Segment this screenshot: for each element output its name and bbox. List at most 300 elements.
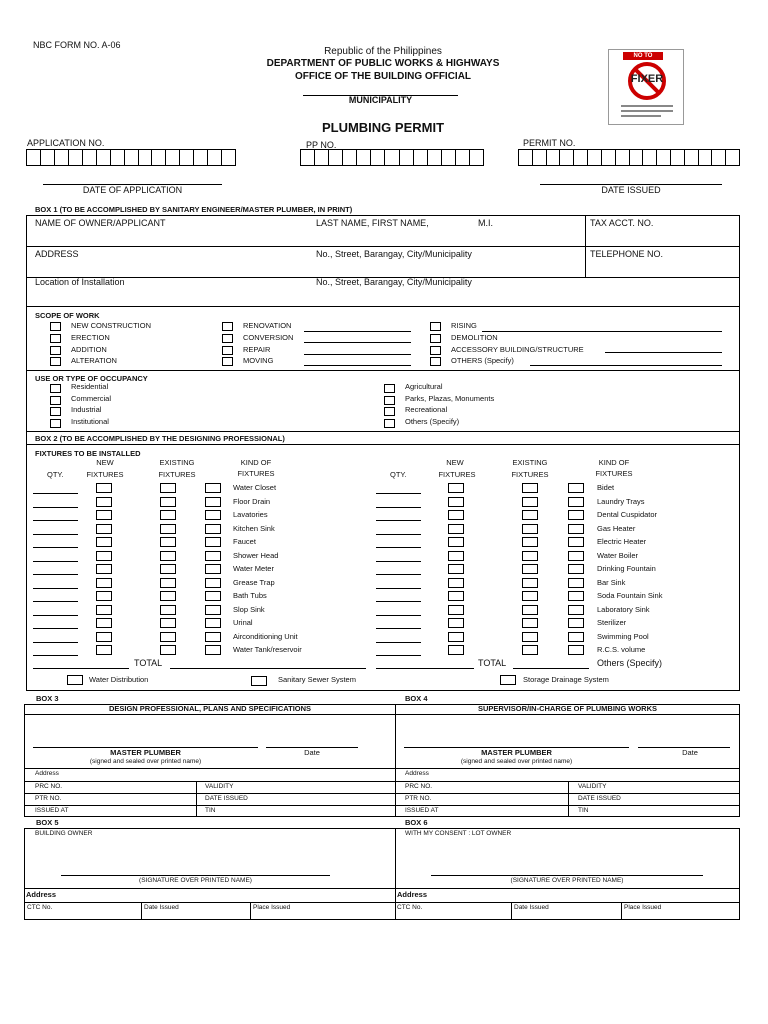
scope-heading: SCOPE OF WORK — [35, 311, 100, 320]
seal-fineprint — [621, 115, 661, 117]
box4-validity: VALIDITY — [578, 783, 607, 790]
new-fixture-checkbox[interactable] — [96, 591, 112, 601]
col-header-existing: EXISTING — [159, 458, 195, 467]
existing-fixture-checkbox[interactable] — [160, 618, 176, 628]
existing-fixture-checkbox[interactable] — [522, 524, 538, 534]
new-fixture-checkbox[interactable] — [96, 497, 112, 507]
checkbox-storage-drainage[interactable] — [500, 675, 516, 685]
fixture-label: Water Closet — [233, 483, 277, 492]
location-format-label: No., Street, Barangay, City/Municipality — [316, 277, 472, 287]
existing-fixture-checkbox[interactable] — [522, 645, 538, 655]
qty-line[interactable] — [376, 520, 421, 521]
qty-line[interactable] — [376, 507, 421, 508]
existing-fixture-checkbox[interactable] — [160, 551, 176, 561]
existing-fixture-checkbox[interactable] — [522, 618, 538, 628]
col-header-new: NEW — [446, 458, 464, 467]
qty-line[interactable] — [376, 574, 421, 575]
checkbox-others-scope[interactable] — [430, 357, 441, 366]
occupancy-option-label: Institutional — [71, 417, 109, 426]
box4-address: Address — [405, 770, 429, 777]
box5-col-line — [141, 902, 142, 920]
col-header-qty: QTY. — [47, 470, 64, 479]
permit-no-label: PERMIT NO. — [523, 138, 576, 148]
new-fixture-checkbox[interactable] — [448, 551, 464, 561]
kind-fixture-checkbox[interactable] — [568, 564, 584, 574]
col-header-existing: EXISTING — [512, 458, 548, 467]
scope-option-label: NEW CONSTRUCTION — [71, 321, 151, 330]
box6-label: BOX 6 — [405, 818, 428, 827]
kind-fixture-checkbox[interactable] — [568, 591, 584, 601]
kind-fixture-checkbox[interactable] — [205, 564, 221, 574]
new-fixture-checkbox[interactable] — [448, 483, 464, 493]
fixture-label: Bar Sink — [597, 577, 626, 587]
kind-fixture-checkbox[interactable] — [568, 483, 584, 493]
box3-date-issued: DATE ISSUED — [205, 795, 248, 802]
conversion-line[interactable] — [304, 342, 411, 343]
fixture-label: Airconditioning Unit — [233, 631, 298, 641]
fixer-word: FIXER — [630, 73, 664, 85]
scope-option-label: ACCESSORY BUILDING/STRUCTURE — [451, 345, 584, 354]
qty-line[interactable] — [33, 520, 78, 521]
new-fixture-checkbox[interactable] — [448, 605, 464, 615]
box5-owner: BUILDING OWNER — [35, 830, 93, 837]
total-line-right[interactable] — [376, 668, 474, 669]
existing-fixture-checkbox[interactable] — [160, 578, 176, 588]
checkbox-industrial[interactable] — [50, 407, 61, 416]
new-fixture-checkbox[interactable] — [448, 497, 464, 507]
new-fixture-checkbox[interactable] — [96, 564, 112, 574]
scope-option-label: ADDITION — [71, 345, 107, 354]
checkbox-new-construction[interactable] — [50, 322, 61, 331]
box1-row-line — [26, 306, 740, 307]
mi-label: M.I. — [478, 218, 493, 228]
owner-label: NAME OF OWNER/APPLICANT — [35, 218, 166, 228]
fixture-label: Gas Heater — [597, 523, 636, 533]
system-label: Storage Drainage System — [523, 675, 609, 684]
box5-frame — [24, 828, 396, 920]
fixture-label: Urinal — [233, 618, 253, 627]
existing-fixture-checkbox[interactable] — [522, 510, 538, 520]
fixture-label: Floor Drain — [233, 496, 271, 506]
new-fixture-checkbox[interactable] — [448, 591, 464, 601]
qty-line[interactable] — [376, 601, 421, 602]
checkbox-moving[interactable] — [222, 357, 233, 366]
qty-line[interactable] — [33, 547, 78, 548]
checkbox-institutional[interactable] — [50, 419, 61, 428]
box4-label: BOX 4 — [405, 694, 428, 703]
kind-fixture-checkbox[interactable] — [205, 483, 221, 493]
scope-option-label: DEMOLITION — [451, 333, 498, 342]
kind-fixture-checkbox[interactable] — [568, 578, 584, 588]
kind-fixture-checkbox[interactable] — [568, 645, 584, 655]
kind-fixture-checkbox[interactable] — [568, 618, 584, 628]
fixture-label: Lavatories — [233, 510, 268, 519]
existing-fixture-checkbox[interactable] — [160, 632, 176, 642]
qty-line[interactable] — [33, 574, 78, 575]
total-line-left[interactable] — [33, 668, 129, 669]
kind-fixture-checkbox[interactable] — [205, 632, 221, 642]
occupancy-option-label: Industrial — [71, 405, 102, 414]
new-fixture-checkbox[interactable] — [96, 551, 112, 561]
box5-address: Address — [26, 890, 57, 899]
seal-fineprint — [621, 105, 673, 107]
box4-tin: TIN — [578, 807, 589, 814]
department-line: DEPARTMENT OF PUBLIC WORKS & HIGHWAYS — [266, 58, 500, 69]
existing-fixture-checkbox[interactable] — [160, 605, 176, 615]
new-fixture-checkbox[interactable] — [96, 510, 112, 520]
kind-fixture-checkbox[interactable] — [205, 645, 221, 655]
checkbox-demolition[interactable] — [430, 334, 441, 343]
total-existing-line-right[interactable] — [513, 668, 589, 669]
box3-master-plumber: MASTER PLUMBER — [110, 748, 181, 757]
qty-line[interactable] — [33, 493, 78, 494]
box4-signed-note: (signed and sealed over printed name) — [460, 758, 573, 765]
checkbox-parks[interactable] — [384, 396, 395, 405]
occupancy-option-label: Parks, Plazas, Monuments — [405, 394, 495, 403]
municipality-label: MUNICIPALITY — [348, 95, 413, 105]
box6-frame — [395, 828, 740, 920]
box6-row-line — [395, 888, 740, 889]
box3-row-line — [24, 768, 396, 769]
box4-issued-at: ISSUED AT — [405, 807, 439, 814]
existing-fixture-checkbox[interactable] — [160, 537, 176, 547]
checkbox-addition[interactable] — [50, 346, 61, 355]
others-scope-line[interactable] — [530, 365, 722, 366]
col-header-new-fixtures: FIXTURES — [86, 470, 124, 479]
checkbox-residential[interactable] — [50, 384, 61, 393]
total-label-right: TOTAL — [478, 658, 507, 668]
scope-option-label: RENOVATION — [243, 321, 292, 330]
occupancy-option-label: Recreational — [405, 405, 448, 414]
box3-validity: VALIDITY — [205, 783, 234, 790]
kind-fixture-checkbox[interactable] — [205, 537, 221, 547]
new-fixture-checkbox[interactable] — [96, 618, 112, 628]
pp-no-field[interactable] — [300, 149, 484, 166]
fixture-label: Laboratory Sink — [597, 604, 650, 614]
checkbox-accessory-building[interactable] — [430, 346, 441, 355]
kind-fixture-checkbox[interactable] — [568, 605, 584, 615]
occupancy-option-label: Commercial — [71, 394, 112, 403]
occupancy-option-label: Agricultural — [405, 382, 443, 391]
box4-ptr: PTR NO. — [405, 795, 432, 802]
new-fixture-checkbox[interactable] — [448, 537, 464, 547]
existing-fixture-checkbox[interactable] — [160, 645, 176, 655]
box6-consent: WITH MY CONSENT : LOT OWNER — [405, 830, 512, 837]
scope-option-label: ERECTION — [71, 333, 110, 342]
seal-fineprint — [621, 110, 673, 112]
date-of-application-label: DATE OF APPLICATION — [82, 185, 183, 195]
existing-fixture-checkbox[interactable] — [522, 578, 538, 588]
fixture-label: Swimming Pool — [597, 631, 649, 641]
box5-place-issued: Place Issued — [253, 904, 291, 911]
box1-row-line — [585, 277, 740, 278]
republic-line: Republic of the Philippines — [324, 46, 442, 57]
repair-line[interactable] — [304, 354, 411, 355]
qty-line[interactable] — [33, 534, 78, 535]
box5-ctc: CTC No. — [27, 904, 53, 911]
new-fixture-checkbox[interactable] — [448, 645, 464, 655]
existing-fixture-checkbox[interactable] — [160, 591, 176, 601]
checkbox-rising[interactable] — [430, 322, 441, 331]
col-header-new-fixtures: FIXTURES — [438, 470, 476, 479]
kind-fixture-checkbox[interactable] — [205, 497, 221, 507]
new-fixture-checkbox[interactable] — [448, 510, 464, 520]
kind-fixture-checkbox[interactable] — [568, 551, 584, 561]
qty-line[interactable] — [33, 588, 78, 589]
checkbox-sanitary-sewer[interactable] — [251, 676, 267, 686]
fixture-label: Water Tank/reservoir — [233, 645, 302, 654]
total-existing-line-left[interactable] — [170, 668, 366, 669]
box3-date-label: Date — [304, 748, 320, 757]
fixture-label: Grease Trap — [233, 577, 275, 587]
occupancy-option-label: Others (Specify) — [405, 417, 460, 426]
fixture-label: Bath Tubs — [233, 591, 267, 600]
kind-fixture-checkbox[interactable] — [205, 510, 221, 520]
box4-date-issued: DATE ISSUED — [578, 795, 621, 802]
checkbox-erection[interactable] — [50, 334, 61, 343]
page-title: PLUMBING PERMIT — [321, 120, 445, 135]
fixture-label: R.C.S. volume — [597, 645, 646, 654]
new-fixture-checkbox[interactable] — [96, 632, 112, 642]
address-format-label: No., Street, Barangay, City/Municipality — [316, 249, 472, 259]
new-fixture-checkbox[interactable] — [448, 578, 464, 588]
fixture-label: Slop Sink — [233, 604, 265, 614]
fixture-label: Dental Cuspidator — [597, 510, 658, 519]
box6-col-line — [511, 902, 512, 920]
office-line: OFFICE OF THE BUILDING OFFICIAL — [294, 71, 472, 82]
existing-fixture-checkbox[interactable] — [522, 605, 538, 615]
box3-issued-at: ISSUED AT — [35, 807, 69, 814]
new-fixture-checkbox[interactable] — [96, 483, 112, 493]
existing-fixture-checkbox[interactable] — [522, 591, 538, 601]
section-divider — [26, 370, 740, 371]
tax-acct-label: TAX ACCT. NO. — [590, 218, 654, 228]
moving-line[interactable] — [304, 365, 411, 366]
col-header-kind: KIND OF — [598, 458, 630, 467]
checkbox-agricultural[interactable] — [384, 384, 395, 393]
box6-place-issued: Place Issued — [624, 904, 662, 911]
box6-col-line — [621, 902, 622, 920]
box5-label: BOX 5 — [36, 818, 59, 827]
no-to-label: NO TO — [623, 52, 663, 60]
box4-master-plumber: MASTER PLUMBER — [481, 748, 552, 757]
scope-option-label: OTHERS (Specify) — [451, 356, 514, 365]
qty-line[interactable] — [376, 547, 421, 548]
box3-prc: PRC NO. — [35, 783, 63, 790]
checkbox-others-occupancy[interactable] — [384, 419, 395, 428]
fixture-label: Laundry Trays — [597, 496, 645, 506]
qty-line[interactable] — [33, 507, 78, 508]
qty-line[interactable] — [33, 628, 78, 629]
scope-option-label: ALTERATION — [71, 356, 117, 365]
new-fixture-checkbox[interactable] — [96, 578, 112, 588]
fixture-label: Bidet — [597, 483, 615, 492]
qty-line[interactable] — [376, 588, 421, 589]
checkbox-alteration[interactable] — [50, 357, 61, 366]
checkbox-commercial[interactable] — [50, 396, 61, 405]
fixture-label: Drinking Fountain — [597, 564, 656, 573]
box4-row-line — [395, 768, 740, 769]
qty-line[interactable] — [33, 615, 78, 616]
box5-col-line — [250, 902, 251, 920]
box5-signature-line[interactable] — [61, 875, 330, 876]
qty-line[interactable] — [376, 615, 421, 616]
pp-no-label: PP NO. — [306, 140, 337, 150]
kind-fixture-checkbox[interactable] — [568, 537, 584, 547]
system-label: Sanitary Sewer System — [278, 675, 356, 684]
new-fixture-checkbox[interactable] — [448, 618, 464, 628]
box4-title-divider — [395, 714, 740, 715]
box6-signature-label: (SIGNATURE OVER PRINTED NAME) — [510, 877, 624, 884]
box6-ctc: CTC No. — [397, 904, 423, 911]
col-header-new: NEW — [96, 458, 114, 467]
col-header-existing-fixtures: FIXTURES — [511, 470, 549, 479]
checkbox-recreational[interactable] — [384, 407, 395, 416]
kind-fixture-checkbox[interactable] — [205, 578, 221, 588]
box3-row-line — [24, 793, 396, 794]
new-fixture-checkbox[interactable] — [448, 632, 464, 642]
existing-fixture-checkbox[interactable] — [522, 632, 538, 642]
scope-option-label: RISING — [451, 321, 477, 330]
box6-address: Address — [397, 890, 428, 899]
box3-signed-note: (signed and sealed over printed name) — [89, 758, 202, 765]
address-label: ADDRESS — [35, 249, 79, 259]
kind-fixture-checkbox[interactable] — [205, 524, 221, 534]
new-fixture-checkbox[interactable] — [96, 605, 112, 615]
box4-title: SUPERVISOR/IN-CHARGE OF PLUMBING WORKS — [477, 704, 658, 713]
fixture-label: Electric Heater — [597, 537, 647, 546]
fixture-label: Water Boiler — [597, 550, 638, 560]
existing-fixture-checkbox[interactable] — [522, 483, 538, 493]
existing-fixture-checkbox[interactable] — [160, 564, 176, 574]
kind-fixture-checkbox[interactable] — [568, 497, 584, 507]
box1-row-line — [26, 246, 740, 247]
occupancy-heading: USE OR TYPE OF OCCUPANCY — [35, 374, 148, 383]
renovation-line[interactable] — [304, 331, 411, 332]
scope-option-label: REPAIR — [243, 345, 271, 354]
col-header-kind-fixtures: FIXTURES — [595, 469, 633, 478]
qty-line[interactable] — [376, 655, 421, 656]
qty-line[interactable] — [33, 561, 78, 562]
kind-fixture-checkbox[interactable] — [205, 605, 221, 615]
fixture-label: Soda Fountain Sink — [597, 591, 663, 600]
qty-line[interactable] — [376, 642, 421, 643]
section-divider — [26, 444, 740, 445]
new-fixture-checkbox[interactable] — [96, 537, 112, 547]
kind-fixture-checkbox[interactable] — [568, 524, 584, 534]
name-format-label: LAST NAME, FIRST NAME, — [316, 218, 429, 228]
permit-no-field[interactable] — [518, 149, 740, 166]
existing-fixture-checkbox[interactable] — [522, 564, 538, 574]
accessory-line[interactable] — [605, 352, 722, 353]
qty-line[interactable] — [376, 561, 421, 562]
fixture-label: Faucet — [233, 537, 256, 546]
existing-fixture-checkbox[interactable] — [160, 483, 176, 493]
kind-fixture-checkbox[interactable] — [568, 632, 584, 642]
col-header-qty: QTY. — [390, 470, 407, 479]
checkbox-water-distribution[interactable] — [67, 675, 83, 685]
existing-fixture-checkbox[interactable] — [522, 497, 538, 507]
box3-ptr: PTR NO. — [35, 795, 62, 802]
fixture-label: Sterilizer — [597, 618, 627, 627]
box4-prc: PRC NO. — [405, 783, 433, 790]
box4-col-line — [568, 781, 569, 817]
qty-line[interactable] — [33, 601, 78, 602]
box3-tin: TIN — [205, 807, 216, 814]
box3-title-divider — [24, 714, 396, 715]
qty-line[interactable] — [376, 534, 421, 535]
occupancy-option-label: Residential — [71, 382, 109, 391]
box3-address: Address — [35, 770, 59, 777]
fixture-label: Kitchen Sink — [233, 523, 275, 533]
application-no-field[interactable] — [26, 149, 236, 166]
box3-row-line — [24, 805, 396, 806]
application-no-label: APPLICATION NO. — [27, 138, 105, 148]
new-fixture-checkbox[interactable] — [96, 645, 112, 655]
col-header-kind-fixtures: FIXTURES — [237, 469, 275, 478]
checkbox-repair[interactable] — [222, 346, 233, 355]
fixture-label: Water Meter — [233, 564, 274, 573]
scope-option-label: MOVING — [243, 356, 274, 365]
telephone-label: TELEPHONE NO. — [590, 249, 664, 259]
box4-date-label: Date — [682, 748, 698, 757]
existing-fixture-checkbox[interactable] — [160, 497, 176, 507]
form-number: NBC FORM NO. A-06 — [33, 40, 121, 50]
others-specify-label: Others (Specify) — [597, 658, 663, 668]
box6-row-line — [395, 902, 740, 903]
fixture-label: Shower Head — [233, 550, 279, 560]
qty-line[interactable] — [376, 493, 421, 494]
kind-fixture-checkbox[interactable] — [205, 551, 221, 561]
checkbox-conversion[interactable] — [222, 334, 233, 343]
new-fixture-checkbox[interactable] — [448, 524, 464, 534]
kind-fixture-checkbox[interactable] — [205, 591, 221, 601]
no-fixer-seal — [608, 49, 684, 125]
qty-line[interactable] — [376, 628, 421, 629]
col-header-existing-fixtures: FIXTURES — [158, 470, 196, 479]
date-issued-label: DATE ISSUED — [601, 185, 661, 195]
new-fixture-checkbox[interactable] — [448, 564, 464, 574]
box3-label: BOX 3 — [36, 694, 59, 703]
box5-date-issued: Date Issued — [144, 904, 179, 911]
box5-row-line — [24, 902, 396, 903]
box2-heading: BOX 2 (TO BE ACCOMPLISHED BY THE DESIGNING PROFESSIONAL) — [35, 434, 285, 443]
total-label-left: TOTAL — [134, 658, 163, 668]
col-header-kind: KIND OF — [240, 458, 272, 467]
location-label: Location of Installation — [35, 277, 125, 287]
checkbox-renovation[interactable] — [222, 322, 233, 331]
box5-row-line — [24, 888, 396, 889]
box3-col-line — [196, 781, 197, 817]
box1-heading: BOX 1 (TO BE ACCOMPLISHED BY SANITARY ENGINEER/MASTER PLUMBER, IN PRINT) — [35, 205, 353, 214]
kind-fixture-checkbox[interactable] — [568, 510, 584, 520]
qty-line[interactable] — [33, 642, 78, 643]
existing-fixture-checkbox[interactable] — [160, 524, 176, 534]
box3-row-line — [24, 781, 396, 782]
kind-fixture-checkbox[interactable] — [205, 618, 221, 628]
scope-option-label: CONVERSION — [243, 333, 294, 342]
existing-fixture-checkbox[interactable] — [522, 537, 538, 547]
new-fixture-checkbox[interactable] — [96, 524, 112, 534]
box6-signature-line[interactable] — [431, 875, 703, 876]
existing-fixture-checkbox[interactable] — [522, 551, 538, 561]
rising-line[interactable] — [482, 331, 722, 332]
box3-title: DESIGN PROFESSIONAL, PLANS AND SPECIFICATIONS — [108, 704, 312, 713]
box5-signature-label: (SIGNATURE OVER PRINTED NAME) — [139, 877, 252, 884]
box6-date-issued: Date Issued — [514, 904, 549, 911]
existing-fixture-checkbox[interactable] — [160, 510, 176, 520]
qty-line[interactable] — [33, 655, 78, 656]
